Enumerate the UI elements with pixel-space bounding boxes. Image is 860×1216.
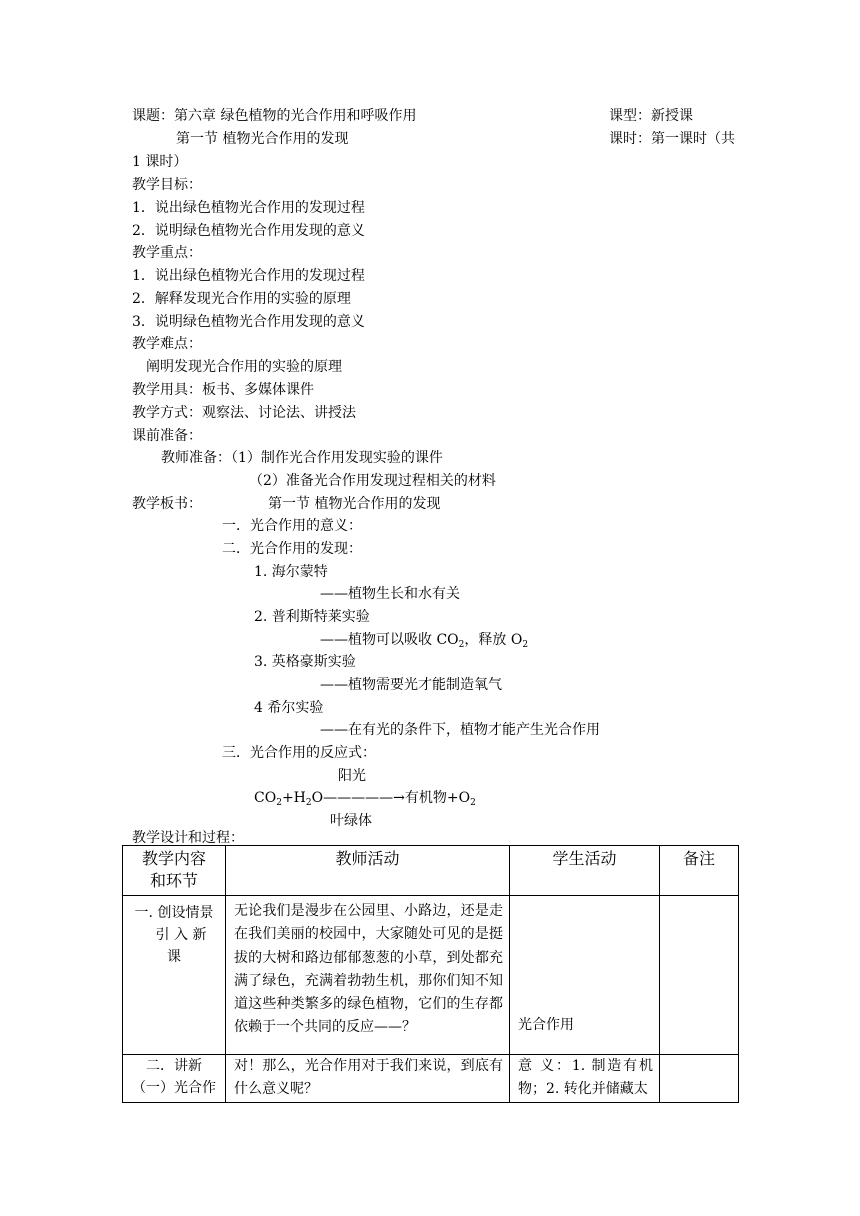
teacher-prep-1: 教师准备：（1）制作光合作用发现实验的课件: [161, 450, 443, 466]
board-entry-4: 4 希尔实验: [254, 700, 324, 716]
table-row: [123, 896, 739, 1055]
difficulty-text: 阐明发现光合作用的实验的原理: [146, 359, 342, 375]
teacher-activity-cell: 对！那么，光合作用对于我们来说，到底有什么意义呢？: [226, 1055, 510, 1103]
key-point-item: 2．解释发现光合作用的实验的原理: [132, 291, 351, 307]
header-notes: 备注: [660, 846, 739, 896]
header-teacher-activity: 教师活动: [226, 846, 510, 896]
teacher-activity-cell: 无论我们是漫步在公园里、小路边，还是走在我们美丽的校园中，大家随处可见的是挺拔的大树和路边郁郁葱葱的小草，到处都充满了绿色，充满着勃勃生机，那你们知不知道这些种类繁多的绿色植物，它们的生存都依赖于一个共同的反应——？: [226, 896, 510, 1055]
lesson-type: 课型：新授课: [609, 108, 693, 124]
period-info: 课时：第一课时（共: [609, 131, 735, 147]
board-section-1: 一．光合作用的意义：: [222, 518, 362, 534]
board-entry-1-note: ——植物生长和水有关: [320, 586, 460, 602]
header-student-activity: 学生活动: [510, 846, 660, 896]
equation-condition-bottom: 叶绿体: [330, 813, 372, 829]
board-entry-3-note: ——植物需要光才能制造氧气: [320, 677, 502, 693]
key-points-heading: 教学重点：: [132, 245, 202, 261]
board-entry-2-note: ——植物可以吸收 $CO_2$，释放 $O_2$: [320, 632, 529, 650]
objectives-heading: 教学目标：: [132, 177, 202, 193]
table-row: [123, 1055, 739, 1103]
header-content-stage: 教学内容 和环节: [123, 846, 226, 896]
key-point-item: 1．说出绿色植物光合作用的发现过程: [132, 268, 365, 284]
board-section-2: 二．光合作用的发现：: [222, 541, 362, 557]
topic-label: 课题：第六章 绿色植物的光合作用和呼吸作用: [132, 108, 417, 124]
stage-cell: 二．讲新 （一）光合作: [123, 1055, 226, 1103]
teaching-methods: 教学方式：观察法、讨论法、讲授法: [132, 405, 356, 421]
stage-cell: 一. 创设情景 引 入 新 课: [123, 896, 226, 1055]
key-point-item: 3．说明绿色植物光合作用发现的意义: [132, 314, 365, 330]
board-entry-1: 1. 海尔蒙特: [254, 564, 328, 580]
notes-cell: [660, 896, 739, 1055]
teaching-tools: 教学用具：板书、多媒体课件: [132, 382, 314, 398]
board-section-3: 三．光合作用的反应式：: [222, 745, 376, 761]
difficulty-heading: 教学难点：: [132, 336, 202, 352]
board-label: 教学板书：: [132, 496, 202, 512]
student-activity-cell: 意 义：1. 制造有机物；2. 转化并储藏太: [510, 1055, 660, 1103]
board-entry-2: 2. 普利斯特莱实验: [254, 609, 370, 625]
period-info-cont: 1 课时）: [132, 154, 188, 170]
student-activity-cell: 光合作用: [510, 896, 660, 1055]
table-header-row: [123, 846, 739, 896]
reaction-equation: $CO_2+H_2O—————\to$有机物$+O_2$: [254, 790, 476, 808]
notes-cell: [660, 1055, 739, 1103]
board-title: 第一节 植物光合作用的发现: [268, 496, 441, 512]
equation-condition-top: 阳光: [338, 768, 366, 784]
section-title: 第一节 植物光合作用的发现: [176, 131, 349, 147]
board-entry-4-note: ——在有光的条件下，植物才能产生光合作用: [320, 722, 600, 738]
objective-item: 1．说出绿色植物光合作用的发现过程: [132, 200, 365, 216]
design-heading: 教学设计和过程：: [132, 830, 244, 846]
board-entry-3: 3. 英格豪斯实验: [254, 654, 356, 670]
teacher-prep-2: （2）准备光合作用发现过程相关的材料: [249, 473, 496, 489]
lesson-plan-table: [122, 845, 739, 1103]
preparation-heading: 课前准备：: [132, 428, 202, 444]
objective-item: 2．说明绿色植物光合作用发现的意义: [132, 223, 365, 239]
